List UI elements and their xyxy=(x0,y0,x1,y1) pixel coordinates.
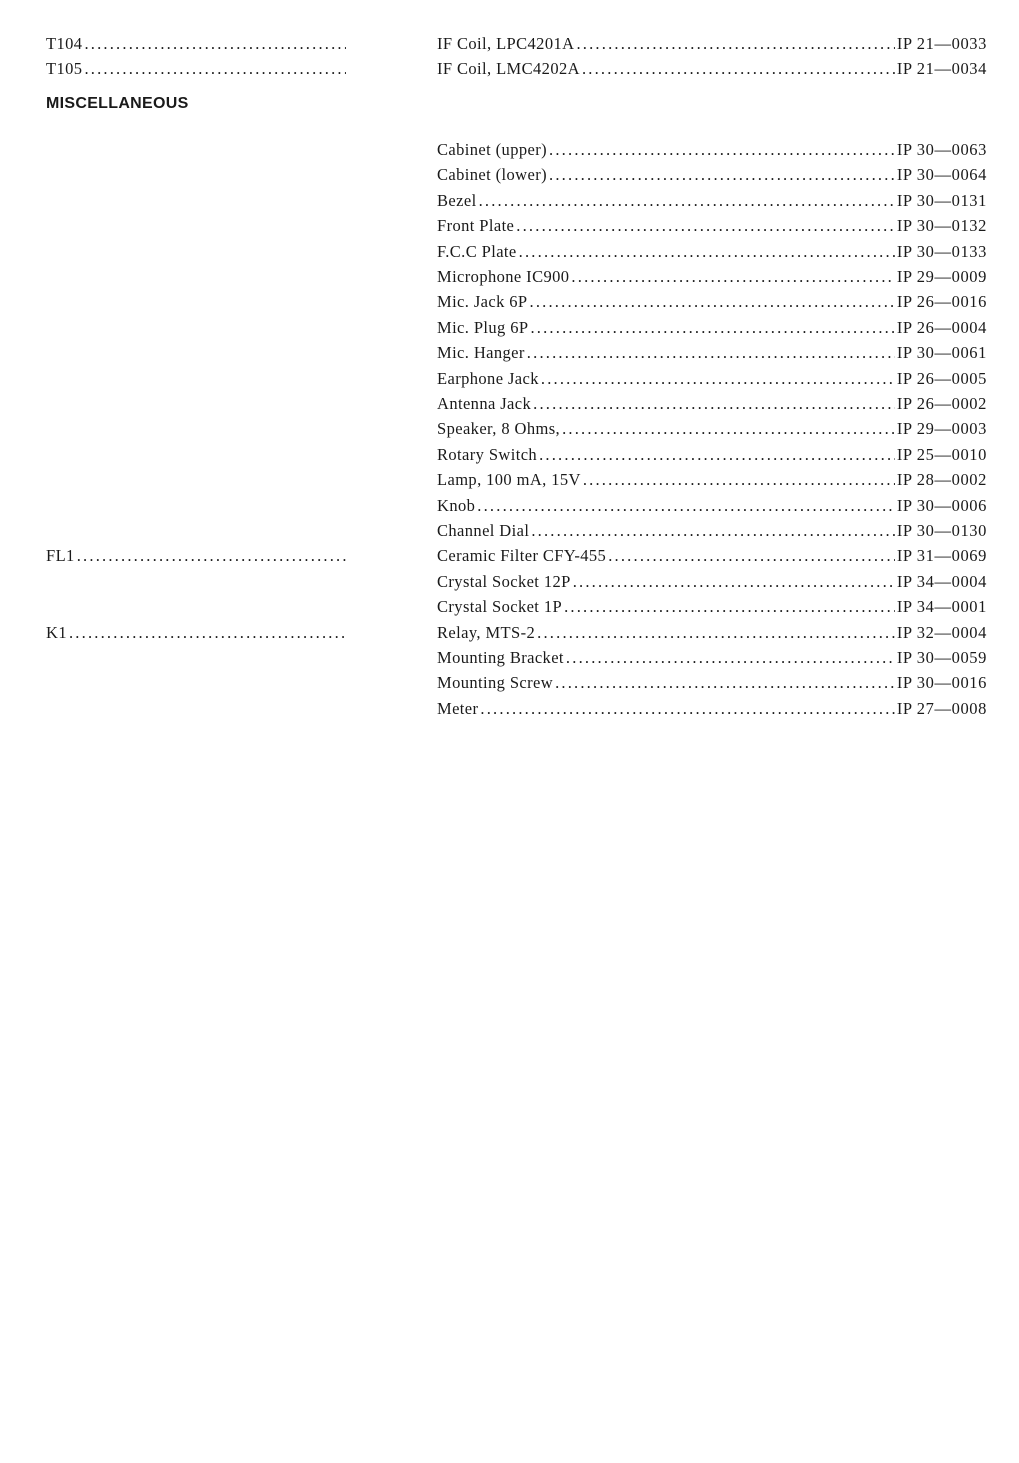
leader-dots xyxy=(564,597,895,617)
part-number: IP 30—0016 xyxy=(896,673,987,692)
part-description: F.C.C Plate xyxy=(437,242,517,261)
leader-dots xyxy=(562,419,895,439)
leader-dots xyxy=(84,59,346,79)
part-number: IP 29—0003 xyxy=(896,419,987,438)
part-description: Mounting Screw xyxy=(437,673,554,692)
part-description: Front Plate xyxy=(437,216,515,235)
leader-dots xyxy=(582,59,895,79)
part-row xyxy=(437,572,987,592)
part-description: IF Coil, LMC4202A xyxy=(437,59,580,78)
part-row-t104 xyxy=(437,34,987,54)
part-row xyxy=(437,648,987,668)
part-description: Relay, MTS-2 xyxy=(437,623,536,642)
part-number: IP 31—0069 xyxy=(896,546,987,565)
part-number: IP 30—0063 xyxy=(896,140,987,159)
part-row xyxy=(437,445,987,465)
leader-dots xyxy=(573,572,895,592)
part-row xyxy=(437,165,987,185)
part-row xyxy=(437,623,987,643)
part-description: Crystal Socket 1P xyxy=(437,597,563,616)
part-row xyxy=(437,140,987,160)
leader-dots xyxy=(555,673,895,693)
ref-label: T104 xyxy=(46,34,83,53)
ref-designator-t105 xyxy=(46,59,346,79)
part-row xyxy=(437,521,987,541)
leader-dots xyxy=(477,496,895,516)
leader-dots xyxy=(549,140,895,160)
part-row xyxy=(437,292,987,312)
leader-dots xyxy=(69,623,346,643)
leader-dots xyxy=(531,521,894,541)
part-number: IP 29—0009 xyxy=(896,267,987,286)
ref-designator xyxy=(46,623,346,643)
ref-designator xyxy=(46,546,346,566)
part-number: IP 30—0006 xyxy=(896,496,987,515)
part-description: Crystal Socket 12P xyxy=(437,572,571,591)
part-row xyxy=(437,369,987,389)
leader-dots xyxy=(533,394,895,414)
ref-label: K1 xyxy=(46,623,67,642)
part-row xyxy=(437,597,987,617)
part-description: Ceramic Filter CFY-455 xyxy=(437,546,607,565)
part-description: Cabinet (upper) xyxy=(437,140,548,159)
part-row-t105 xyxy=(437,59,987,79)
part-row xyxy=(437,546,987,566)
part-number: IP 21—0033 xyxy=(896,34,987,53)
part-number: IP 26—0016 xyxy=(896,292,987,311)
leader-dots xyxy=(571,267,894,287)
part-number: IP 27—0008 xyxy=(896,699,987,718)
part-number: IP 30—0131 xyxy=(896,191,987,210)
part-description: Earphone Jack xyxy=(437,369,539,388)
part-number: IP 30—0133 xyxy=(896,242,987,261)
leader-dots xyxy=(566,648,895,668)
part-description: Speaker, 8 Ohms, xyxy=(437,419,561,438)
leader-dots xyxy=(583,470,895,490)
part-row xyxy=(437,470,987,490)
part-number: IP 34—0001 xyxy=(896,597,987,616)
part-number: IP 21—0034 xyxy=(896,59,987,78)
part-row xyxy=(437,242,987,262)
ref-label: T105 xyxy=(46,59,83,78)
part-row xyxy=(437,191,987,211)
part-description: Bezel xyxy=(437,191,477,210)
leader-dots xyxy=(537,623,895,643)
part-row xyxy=(437,216,987,236)
part-description: Mic. Plug 6P xyxy=(437,318,529,337)
part-description: Channel Dial xyxy=(437,521,530,540)
leader-dots xyxy=(516,216,895,236)
part-row xyxy=(437,394,987,414)
ref-label: FL1 xyxy=(46,546,75,565)
part-description: Meter xyxy=(437,699,479,718)
part-description: Mic. Hanger xyxy=(437,343,525,362)
part-row xyxy=(437,318,987,338)
part-description: Mic. Jack 6P xyxy=(437,292,528,311)
leader-dots xyxy=(519,242,895,262)
part-number: IP 28—0002 xyxy=(896,470,987,489)
ref-designator-t104 xyxy=(46,34,346,54)
section-heading: MISCELLANEOUS xyxy=(46,95,189,112)
leader-dots xyxy=(84,34,346,54)
leader-dots xyxy=(549,165,895,185)
leader-dots xyxy=(530,318,894,338)
part-row xyxy=(437,496,987,516)
part-row xyxy=(437,343,987,363)
part-description: IF Coil, LPC4201A xyxy=(437,34,575,53)
leader-dots xyxy=(539,445,895,465)
part-description: Antenna Jack xyxy=(437,394,532,413)
part-description: Knob xyxy=(437,496,476,515)
leader-dots xyxy=(541,369,895,389)
part-number: IP 30—0061 xyxy=(896,343,987,362)
part-number: IP 30—0059 xyxy=(896,648,987,667)
leader-dots xyxy=(527,343,895,363)
part-description: Microphone IC900 xyxy=(437,267,570,286)
leader-dots xyxy=(479,191,895,211)
part-number: IP 25—0010 xyxy=(896,445,987,464)
part-description: Lamp, 100 mA, 15V xyxy=(437,470,581,489)
part-description: Cabinet (lower) xyxy=(437,165,548,184)
leader-dots xyxy=(530,292,895,312)
part-number: IP 32—0004 xyxy=(896,623,987,642)
part-number: IP 26—0002 xyxy=(896,394,987,413)
part-number: IP 26—0005 xyxy=(896,369,987,388)
part-row xyxy=(437,673,987,693)
part-number: IP 30—0130 xyxy=(896,521,987,540)
leader-dots xyxy=(480,699,894,719)
leader-dots xyxy=(77,546,346,566)
part-number: IP 26—0004 xyxy=(896,318,987,337)
leader-dots xyxy=(576,34,894,54)
part-row xyxy=(437,267,987,287)
part-description: Mounting Bracket xyxy=(437,648,564,667)
part-row xyxy=(437,699,987,719)
part-description: Rotary Switch xyxy=(437,445,538,464)
leader-dots xyxy=(608,546,895,566)
part-number: IP 30—0132 xyxy=(896,216,987,235)
part-number: IP 34—0004 xyxy=(896,572,987,591)
part-row xyxy=(437,419,987,439)
part-number: IP 30—0064 xyxy=(896,165,987,184)
